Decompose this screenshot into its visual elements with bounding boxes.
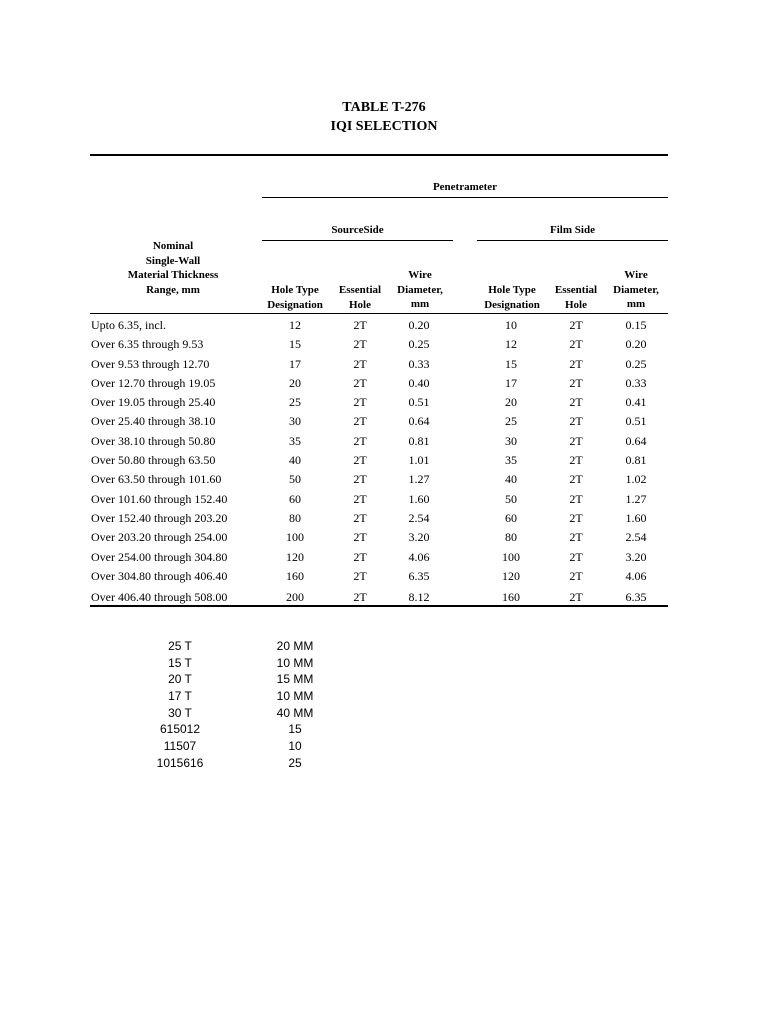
s-wire-cell: 3.20: [408, 530, 430, 545]
note-right-value: 20 MM: [276, 639, 314, 653]
note-left-value: 30 T: [168, 705, 192, 720]
f-hole-cell: 10: [505, 318, 517, 332]
f-wire-cell: 4.06: [625, 568, 647, 583]
f-ess-cell: 2T: [569, 453, 583, 468]
s-ess-cell: 2T: [353, 356, 367, 371]
f-ess-cell: 2T: [569, 375, 583, 390]
f-wire-cell: 6.35: [625, 589, 647, 604]
note-right-value: 15 MM: [276, 672, 314, 687]
f-wire-cell: 0.81: [625, 453, 647, 468]
s-wire-cell: 0.64: [408, 414, 430, 429]
f-ess-cell: 2T: [569, 472, 583, 487]
f-ess-cell: 2T: [569, 395, 583, 410]
f-ess-cell: 2T: [569, 549, 583, 564]
table-row: [90, 548, 668, 567]
thickness-range-cell: Over 6.35 through 9.53: [91, 337, 204, 352]
f-ess-cell: 2T: [569, 491, 583, 506]
note-row: [120, 688, 360, 705]
table-row: [90, 470, 668, 489]
f-wire-cell: 1.60: [625, 510, 647, 525]
s-wire-cell: 0.33: [408, 356, 430, 371]
thickness-range-header: Nominal Single-Wall Material Thickness Range, mm: [127, 240, 219, 296]
f-hole-cell: 40: [505, 472, 517, 487]
f-wire-cell: 0.15: [625, 318, 647, 332]
s-ess-cell: 2T: [353, 375, 367, 390]
f-wire-cell: 1.27: [625, 491, 647, 506]
thickness-range-cell: Upto 6.35, incl.: [91, 318, 166, 332]
s-ess-cell: 2T: [353, 337, 367, 352]
s-ess-cell: 2T: [353, 491, 367, 506]
note-row: [120, 638, 360, 655]
film-hole-type-header: Hole Type Designation: [484, 284, 540, 311]
f-hole-cell: 60: [505, 510, 517, 525]
s-hole-cell: 20: [289, 375, 301, 390]
s-hole-cell: 60: [289, 491, 301, 506]
note-row: [120, 655, 360, 672]
s-hole-cell: 80: [289, 510, 301, 525]
thickness-range-cell: Over 19.05 through 25.40: [91, 395, 216, 410]
f-wire-cell: 3.20: [625, 549, 647, 564]
s-ess-cell: 2T: [353, 433, 367, 448]
note-row: [120, 738, 360, 755]
table-title: [0, 98, 768, 136]
note-left-value: 20 T: [168, 672, 192, 687]
f-ess-cell: 2T: [569, 589, 583, 604]
s-wire-cell: 0.51: [408, 395, 430, 410]
s-ess-cell: 2T: [353, 472, 367, 487]
source-hole-type-header: Hole Type Designation: [267, 284, 323, 311]
note-row: [120, 671, 360, 688]
f-hole-cell: 12: [505, 337, 517, 352]
thickness-range-cell: Over 304.80 through 406.40: [91, 568, 228, 583]
penetrameter-header: Penetrameter: [432, 181, 498, 193]
f-ess-cell: 2T: [569, 510, 583, 525]
source-side-rule: [262, 240, 453, 241]
note-left-value: 1015616: [156, 755, 204, 770]
s-wire-cell: 8.12: [408, 589, 430, 604]
s-hole-cell: 15: [289, 337, 301, 352]
table-row: [90, 432, 668, 451]
f-wire-cell: 0.64: [625, 433, 647, 448]
thickness-range-cell: Over 25.40 through 38.10: [91, 414, 216, 429]
source-wire-diameter-header: Wire Diameter, mm: [397, 269, 443, 310]
film-side-header: Film Side: [550, 224, 595, 236]
thickness-range-cell: Over 50.80 through 63.50: [91, 453, 216, 468]
note-right-value: 10 MM: [276, 689, 314, 704]
s-ess-cell: 2T: [353, 530, 367, 545]
f-hole-cell: 17: [505, 375, 517, 390]
penetrameter-rule: [262, 197, 668, 198]
s-wire-cell: 2.54: [408, 510, 430, 525]
f-wire-cell: 0.25: [625, 356, 647, 371]
note-left-value: 17 T: [168, 689, 192, 704]
s-hole-cell: 30: [289, 414, 301, 429]
table-row: [90, 509, 668, 528]
s-hole-cell: 40: [289, 453, 301, 468]
f-wire-cell: 1.02: [625, 472, 647, 487]
s-ess-cell: 2T: [353, 395, 367, 410]
note-left-value: 25 T: [168, 639, 192, 653]
note-right-value: 40 MM: [276, 705, 314, 720]
f-hole-cell: 30: [505, 433, 517, 448]
note-row: [120, 755, 360, 772]
s-hole-cell: 17: [289, 356, 301, 371]
f-hole-cell: 35: [505, 453, 517, 468]
f-wire-cell: 0.33: [625, 375, 647, 390]
source-essential-hole-header: Essential Hole: [338, 284, 382, 311]
f-wire-cell: 0.41: [625, 395, 647, 410]
f-ess-cell: 2T: [569, 318, 583, 332]
table-row: [90, 567, 668, 586]
s-ess-cell: 2T: [353, 318, 367, 332]
thickness-range-cell: Over 254.00 through 304.80: [91, 549, 228, 564]
s-wire-cell: 4.06: [408, 549, 430, 564]
table-row: [90, 393, 668, 412]
header-bottom-rule: [90, 313, 668, 314]
note-right-value: 10 MM: [276, 655, 314, 670]
handwritten-notes: [120, 638, 360, 772]
film-side-rule: [477, 240, 668, 241]
f-ess-cell: 2T: [569, 337, 583, 352]
note-left-value: 11507: [163, 739, 197, 754]
table-row: [90, 316, 668, 335]
thickness-range-cell: Over 38.10 through 50.80: [91, 433, 216, 448]
s-wire-cell: 0.40: [408, 375, 430, 390]
f-hole-cell: 20: [505, 395, 517, 410]
s-hole-cell: 12: [289, 318, 301, 332]
f-hole-cell: 160: [502, 589, 520, 604]
f-wire-cell: 2.54: [625, 530, 647, 545]
f-hole-cell: 50: [505, 491, 517, 506]
f-hole-cell: 80: [505, 530, 517, 545]
f-wire-cell: 0.51: [625, 414, 647, 429]
s-hole-cell: 100: [286, 530, 304, 545]
table-top-rule: [90, 154, 668, 156]
f-hole-cell: 120: [502, 568, 520, 583]
note-right-value: 15: [288, 722, 302, 737]
f-ess-cell: 2T: [569, 414, 583, 429]
s-wire-cell: 0.20: [408, 318, 430, 332]
table-row: [90, 412, 668, 431]
note-right-value: 25: [288, 755, 302, 770]
note-left-value: 15 T: [168, 655, 192, 670]
s-ess-cell: 2T: [353, 453, 367, 468]
s-wire-cell: 1.01: [408, 453, 430, 468]
thickness-range-cell: Over 63.50 through 101.60: [91, 472, 222, 487]
s-ess-cell: 2T: [353, 510, 367, 525]
thickness-range-cell: Over 406.40 through 508.00: [91, 589, 228, 604]
table-row: [90, 587, 668, 607]
note-row: [120, 721, 360, 738]
f-hole-cell: 100: [502, 549, 520, 564]
table-row: [90, 374, 668, 393]
f-ess-cell: 2T: [569, 530, 583, 545]
s-ess-cell: 2T: [353, 414, 367, 429]
f-ess-cell: 2T: [569, 433, 583, 448]
table-row: [90, 355, 668, 374]
f-ess-cell: 2T: [569, 356, 583, 371]
film-wire-diameter-header: Wire Diameter, mm: [613, 269, 659, 310]
f-hole-cell: 15: [505, 356, 517, 371]
table-row: [90, 335, 668, 354]
s-wire-cell: 6.35: [408, 568, 430, 583]
s-hole-cell: 25: [289, 395, 301, 410]
s-wire-cell: 1.60: [408, 491, 430, 506]
f-hole-cell: 25: [505, 414, 517, 429]
s-wire-cell: 0.25: [408, 337, 430, 352]
s-ess-cell: 2T: [353, 568, 367, 583]
s-hole-cell: 160: [286, 568, 304, 583]
s-ess-cell: 2T: [353, 549, 367, 564]
film-essential-hole-header: Essential Hole: [554, 284, 598, 311]
source-side-header: SourceSide: [331, 224, 384, 236]
table-row: [90, 490, 668, 509]
table-body: [90, 316, 668, 607]
s-wire-cell: 0.81: [408, 433, 430, 448]
f-wire-cell: 0.20: [625, 337, 647, 352]
s-hole-cell: 35: [289, 433, 301, 448]
thickness-range-cell: Over 9.53 through 12.70: [91, 356, 210, 371]
thickness-range-cell: Over 203.20 through 254.00: [91, 530, 228, 545]
f-ess-cell: 2T: [569, 568, 583, 583]
s-hole-cell: 50: [289, 472, 301, 487]
note-row: [120, 705, 360, 722]
note-right-value: 10: [288, 739, 302, 754]
thickness-range-cell: Over 101.60 through 152.40: [91, 491, 228, 506]
s-hole-cell: 200: [286, 589, 304, 604]
table-row: [90, 451, 668, 470]
title-table-number: TABLE T-276: [342, 100, 426, 115]
thickness-range-cell: Over 152.40 through 203.20: [91, 510, 228, 525]
s-hole-cell: 120: [286, 549, 304, 564]
note-left-value: 615012: [159, 722, 201, 737]
s-wire-cell: 1.27: [408, 472, 430, 487]
s-ess-cell: 2T: [353, 589, 367, 604]
title-table-name: IQI SELECTION: [330, 119, 438, 134]
table-row: [90, 528, 668, 547]
thickness-range-cell: Over 12.70 through 19.05: [91, 375, 216, 390]
